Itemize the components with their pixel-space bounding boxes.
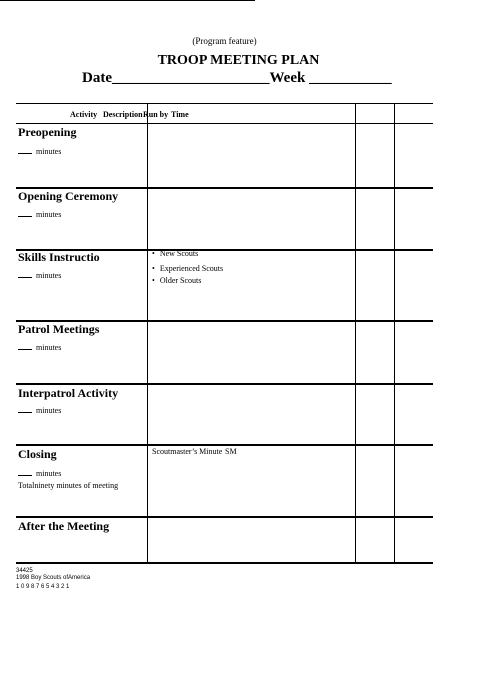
- minutes-field: minutes: [18, 405, 61, 415]
- form-code: 34425: [16, 568, 33, 574]
- copyright-text: 1998 Boy Scouts ofAmerica: [16, 575, 91, 581]
- activity-opening-ceremony: Opening Ceremony: [18, 189, 119, 203]
- bullet-item: • New Scouts: [152, 249, 198, 258]
- row-divider: [16, 383, 433, 385]
- bullet-item: • Experienced Scouts: [152, 264, 223, 273]
- minutes-field: minutes: [18, 270, 61, 280]
- table-bottom-border: [16, 562, 433, 564]
- total-minutes-note: Totalninety minutes of meeting: [18, 481, 119, 490]
- activity-after-meeting: After the Meeting: [18, 519, 110, 533]
- print-run-numbers: 1 0 9 8 7 6 5 4 3 2 1: [16, 584, 70, 590]
- column-divider-activity: [147, 103, 148, 563]
- column-header-time: Time: [171, 110, 189, 119]
- activity-interpatrol: Interpatrol Activity: [18, 386, 119, 400]
- bullet-item: • Older Scouts: [152, 276, 201, 285]
- activity-skills-instruction: Skills Instructio: [18, 250, 100, 264]
- minutes-field: minutes: [18, 209, 61, 219]
- date-week-line: Date_____________________Week ___________: [82, 70, 392, 86]
- program-feature-caption: (Program feature): [192, 36, 257, 46]
- activity-patrol-meetings: Patrol Meetings: [18, 322, 100, 336]
- minutes-field: minutes: [18, 146, 61, 156]
- page-title: TROOP MEETING PLAN: [157, 53, 320, 68]
- closing-description: Scoutmaster’s Minute: [152, 447, 223, 456]
- minutes-field: minutes: [18, 468, 61, 478]
- activity-closing: Closing: [18, 447, 57, 461]
- minutes-field: minutes: [18, 342, 61, 352]
- column-header-activity: Activity: [70, 110, 98, 119]
- closing-run-by: SM: [225, 447, 237, 456]
- column-divider-runby: [394, 103, 395, 563]
- row-divider: [16, 516, 433, 518]
- program-feature-line: [0, 0, 255, 1]
- header-bottom-border: [16, 123, 433, 124]
- column-header-description: Description: [103, 110, 143, 119]
- column-header-run-by: Run by: [143, 110, 169, 119]
- row-divider: [16, 444, 433, 446]
- table-top-border: [16, 103, 433, 104]
- column-divider-description: [355, 103, 356, 563]
- activity-preopening: Preopening: [18, 125, 77, 139]
